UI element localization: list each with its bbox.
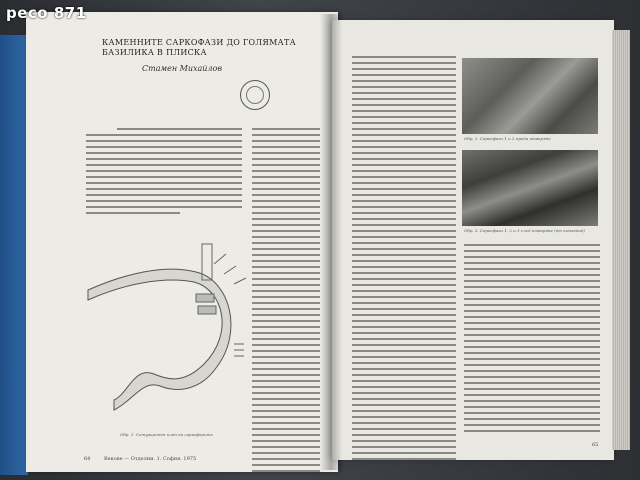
excavation-photo-2 bbox=[462, 150, 598, 226]
page-edges bbox=[612, 30, 630, 450]
right-text-col2 bbox=[464, 244, 600, 436]
library-stamp bbox=[240, 80, 270, 110]
photo2-caption: Обр. 3. Саркофази 1, 2 и 3 след отваряне (от югозапад) bbox=[464, 228, 585, 233]
left-footer-page: 64 bbox=[84, 456, 91, 462]
right-page-number: 65 bbox=[592, 442, 599, 448]
blue-book-spine bbox=[0, 35, 28, 475]
book-gutter bbox=[320, 14, 342, 470]
left-text-col2 bbox=[252, 128, 320, 476]
left-text-col1 bbox=[86, 128, 242, 214]
left-footer-journal: Векове — Отделни. 1. София. 1975 bbox=[104, 456, 197, 462]
site-plan-drawing bbox=[84, 224, 250, 420]
watermark: peco 871 bbox=[6, 4, 87, 22]
excavation-photo-1 bbox=[462, 58, 598, 134]
article-author: Стамен Михайлов bbox=[142, 64, 222, 73]
photo1-caption: Обр. 2. Саркофази 1 и 2 преди отваряне bbox=[464, 136, 551, 141]
right-text-col1 bbox=[352, 56, 456, 464]
figure-caption: Обр. 1. Ситуационен план на саркофазите bbox=[120, 432, 213, 437]
article-title: КАМЕННИТЕ САРКОФАЗИ ДО ГОЛЯМАТА БАЗИЛИКА В ПЛИСКА bbox=[102, 38, 296, 57]
